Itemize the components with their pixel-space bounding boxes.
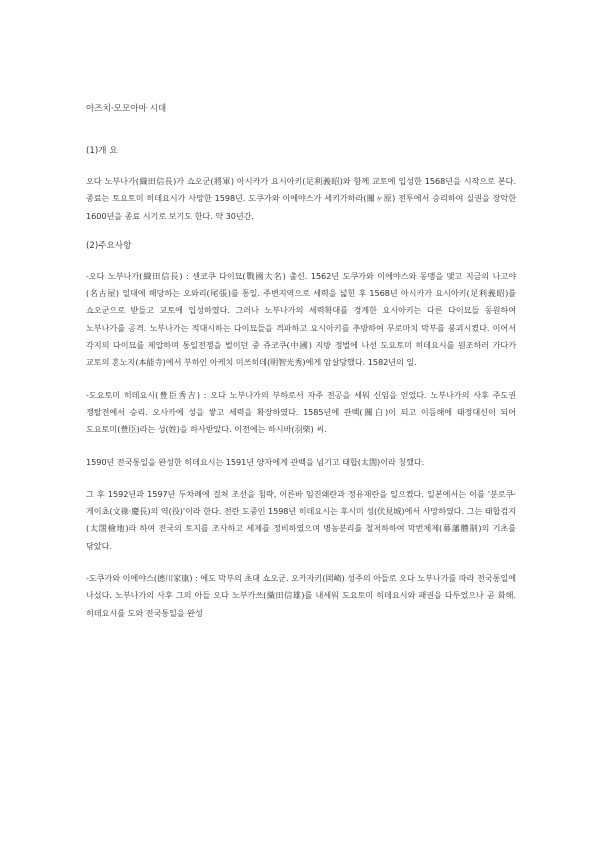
spacer bbox=[86, 555, 516, 570]
item-tokugawa-ieyasu: -도쿠가와 이에야스(德川家康) : 에도 막부의 초대 쇼오군. 오카자키(岡崎) 성주의 아들로 오다 노부나가를 따라 전국통일에 나섰다. 노부나가의 사후 그의 아들 오다 노부카쓰(織田信雄)를 내세워 도요토미 히데요시와 패권을 다투었으나 곧 화해. 히데요시를 도와 전국통일을 완성 bbox=[86, 573, 516, 618]
item-unification-1590: 1590년 전국통일을 완성한 히데요시는 1591년 양자에게 관백을 넘기고 태합(太閤)이라 칭했다. bbox=[86, 456, 425, 467]
document-title: 아즈치·모모아마 시대 bbox=[86, 104, 167, 114]
item-korea-invasion: 그 후 1592년과 1597년 두차례에 걸쳐 조선을 침략, 이른바 임진왜란과 정유재란을 일으켰다. 일본에서는 이를 '분로쿠·게이쵸(文祿·慶長)의 역(役)'이라 한다. 전란 도중인 1598년 히데요시는 후시미 성(伏見城)에서 사망하였다. 그는 태합검지(太閤檢地)라 하여 전국의 토지를 조사하고 세제를 정비하였으며 병농분리를 철저하하여 막번체제(幕藩體制)의 기초를 닦았다. bbox=[86, 488, 516, 551]
item-toyotomi-hideyoshi: -도요토미 히데요시(豊臣秀吉) : 오다 노부나가의 부하로서 자주 전공을 세워 신임을 얻었다. 노부나가의 사후 주도권 쟁탈전에서 승리. 오사카에 성을 쌓고 세력을 확장하였다. 1585년에 관백(關白)이 되고 이듬해에 태정대신이 되어 도요토미(豊臣)라는 성(姓)을 하사받았다. 이전에는 하시바(羽柴) 씨. bbox=[86, 389, 516, 435]
spacer bbox=[86, 253, 516, 268]
spacer bbox=[86, 471, 516, 486]
spacer bbox=[86, 439, 516, 454]
overview-paragraph: 오다 노부나가(織田信長)가 쇼오군(將軍) 아시카가 요시아키(足利義昭)와 함께 교토에 입성한 1568년을 시작으로 본다. 종료는 토요토미 히데요시가 사망한 1598년. 도쿠가와 이에야스가 세키가하라(關ヶ原) 전투에서 승리하여 실권을 장악한 1600년을 종료 시기로 보기도 한다. 약 30년간. bbox=[86, 176, 516, 221]
spacer bbox=[86, 116, 516, 145]
section-main-heading: (2)주요사항 bbox=[86, 240, 132, 251]
spacer bbox=[86, 225, 516, 240]
document-page bbox=[86, 103, 516, 622]
section-overview-heading: (1)개 요 bbox=[86, 146, 118, 156]
spacer bbox=[86, 372, 516, 387]
item-oda-nobunaga: -오다 노부나가(織田信長) : 센코쿠 다이묘(戰國大名) 출신. 1562년 도쿠가와 이에야스와 동맹을 맺고 지금의 나고야(名古屋) 일대에 해당하는 오와리(尾張)를 통일. 주변지역으로 세력을 넓힌 후 1568년 아시카가 요시아키(足利義昭)를 쇼오군으로 받들고 교토에 입성하였다. 그러나 노부나가의 세력확대를 경계한 요시아키는 다른 다이묘들 동원하여 노부나가를 공격. 노부나가는 적대시하는 다이묘들을 격파하고 요시아키를 추방하여 무로마치 막부를 붕괴시켰다. 이어서 각지의 다이묘를 제압하며 통일전쟁을 벌이던 중 쥬코쿠(中國) 지방 정벌에 나선 도요토미 히데요시를 원조하러 가다가 교토의 혼노지(本能寺)에서 부하인 아케치 미쓰히데(明智光秀)에게 암살당했다. 1582년의 일. bbox=[86, 270, 516, 368]
spacer bbox=[86, 158, 516, 173]
